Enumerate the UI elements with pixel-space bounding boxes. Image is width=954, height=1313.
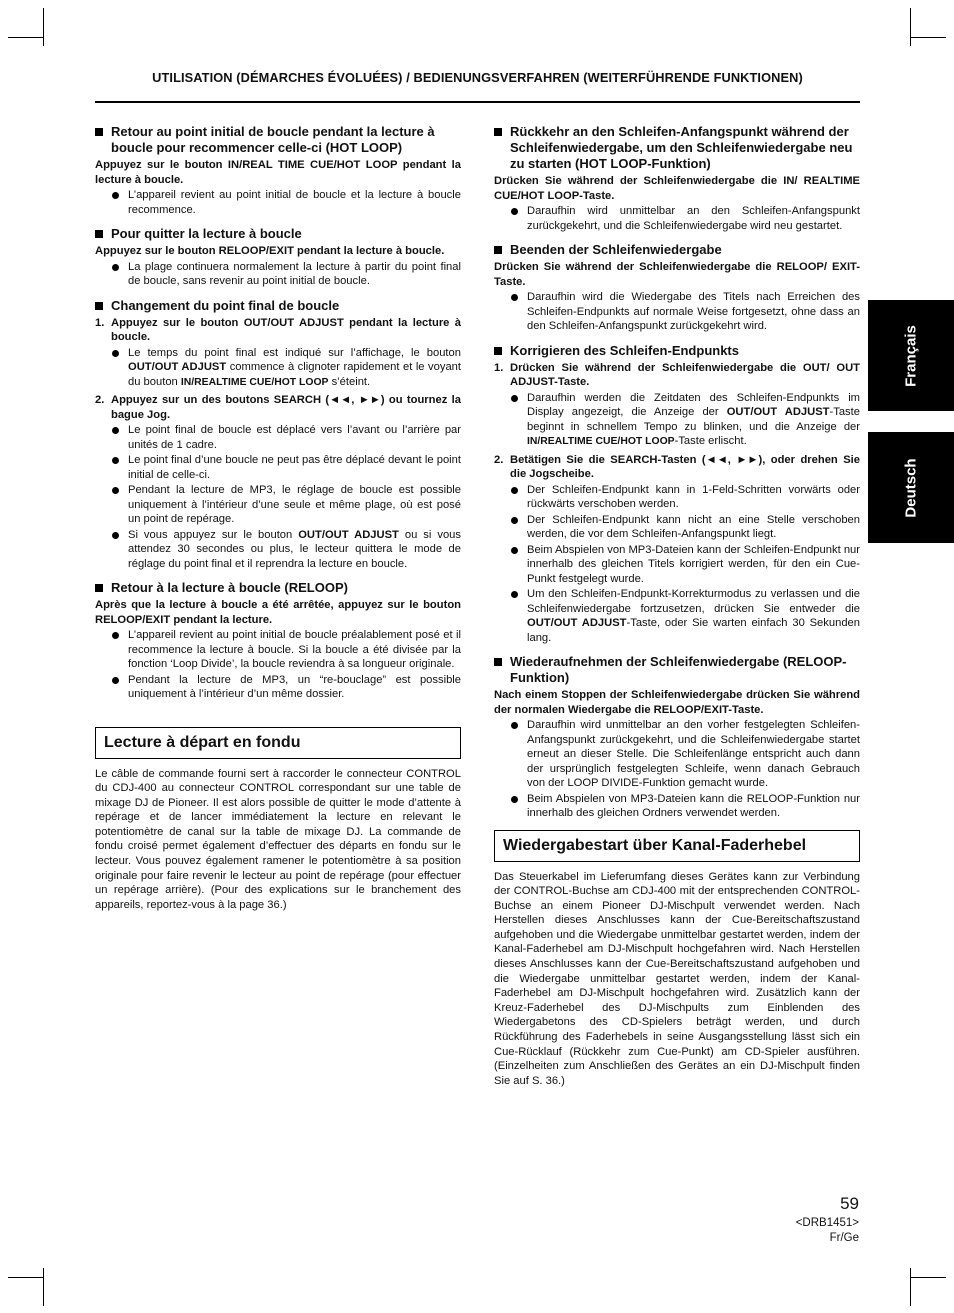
list-item: Daraufhin wird die Wiedergabe des Titels nach Erreichen des Schleifen-Endpunkts auf normale Weise fortgesetzt, ohne dass an den Schleifen-Anfangspunkt zurückgekehrt wird. [494, 290, 860, 334]
bullet-icon [511, 796, 518, 803]
page-header: UTILISATION (DÉMARCHES ÉVOLUÉES) / BEDIENUNGSVERFAHREN (WEITERFÜHRENDE FUNKTIONEN) [152, 70, 803, 85]
bullet-icon [112, 532, 119, 539]
bullet-icon [112, 350, 119, 357]
list-item: Beim Abspielen von MP3-Dateien kann der Schleifen-Endpunkt nur innerhalb des gleichen Titels korrigiert werden, für den ein Cue-Punkt festgelegt wurde. [494, 543, 860, 587]
bullet-icon [511, 208, 518, 215]
section-title: Rückkehr an den Schleifen-Anfangspunkt während der Schleifenwiedergabe, um den Schleifenwiedergabe neu zu starten (HOT LOOP-Funktion) [494, 124, 860, 172]
lang-code: Fr/Ge [829, 1231, 859, 1244]
list-item: Le temps du point final est indiqué sur l’affichage, le bouton OUT/OUT ADJUST commence à clignoter rapidement et le voyant du bouton IN/REALTIME CUE/HOT LOOP s’éteint. [95, 346, 461, 391]
left-column [95, 124, 461, 912]
list-item: L’appareil revient au point initial de boucle et la lecture à boucle recommence. [95, 188, 461, 217]
square-bullet-icon [95, 128, 103, 136]
list-item: Le point final d’une boucle ne peut pas être déplacé devant le point initial de celle-ci. [95, 453, 461, 482]
square-bullet-icon [95, 302, 103, 310]
crop-mark [8, 1277, 44, 1278]
numbered-step: 1. Drücken Sie während der Schleifenwiedergabe die OUT/ OUT ADJUST-Taste. [494, 361, 860, 388]
instruction: Après que la lecture à boucle a été arrêtée, appuyez sur le bouton RELOOP/EXIT pendant la lecture. [95, 599, 461, 626]
section-title: Wiederaufnehmen der Schleifenwiedergabe (RELOOP-Funktion) [494, 654, 860, 686]
crop-mark [910, 8, 911, 46]
header-rule [95, 101, 860, 103]
crop-mark [910, 1268, 911, 1306]
numbered-step: 2. Appuyez sur un des boutons SEARCH (◄◄, ►►) ou tournez la bague Jog. [95, 394, 461, 421]
document-reference [796, 1216, 859, 1245]
bullet-icon [511, 722, 518, 729]
tab-francais-label: Français [902, 324, 920, 387]
crop-mark [910, 1277, 946, 1278]
list-item: Daraufhin werden die Zeitdaten des Schleifen-Endpunkts im Display angezeigt, die Anzeige der OUT/OUT ADJUST-Taste beginnt in schnellem Tempo zu blinken, und die Anzeige der IN/REALTIME CUE/HOT LOOP-Taste erlischt. [494, 391, 860, 450]
list-item: Der Schleifen-Endpunkt kann nicht an eine Stelle verschoben werden, die vor dem Schleifen-Anfangspunkt liegt. [494, 513, 860, 542]
instruction: Nach einem Stoppen der Schleifenwiedergabe drücken Sie während der normalen Wiedergabe die RELOOP/EXIT-Taste. [494, 689, 860, 716]
section-title: Changement du point final de boucle [95, 298, 461, 314]
square-bullet-icon [494, 128, 502, 136]
square-bullet-icon [494, 347, 502, 355]
bullet-icon [112, 264, 119, 271]
bullet-icon [112, 457, 119, 464]
right-column [494, 124, 860, 1088]
list-item: Pendant la lecture de MP3, le réglage de boucle est possible uniquement à l’intérieur d’une seule et même plage, où est posé un point de repérage. [95, 483, 461, 527]
bullet-icon [511, 294, 518, 301]
bullet-icon [511, 517, 518, 524]
square-bullet-icon [494, 246, 502, 254]
section-title: Retour à la lecture à boucle (RELOOP) [95, 580, 461, 596]
bullet-icon [511, 395, 518, 402]
crop-mark [43, 8, 44, 46]
square-bullet-icon [494, 658, 502, 666]
section-title: Retour au point initial de boucle pendant la lecture à boucle pour recommencer celle-ci (HOT LOOP) [95, 124, 461, 156]
paragraph: Das Steuerkabel im Lieferumfang dieses Gerätes kann zur Verbindung der CONTROL-Buchse am CDJ-400 mit der entsprechenden CONTROL-Buchse an einem Pioneer DJ-Mischpult verwendet werden. Nach Herstellen dieses Anschlusses kann der Cue-Bereitschaftszustand aufgehoben und die Wiedergabe unmittelbar gestartet werden, indem der Kanal-Faderhebel am DJ-Mischpult hochgefahren wird. Nach Herstellen dieses Anschlusses kann der Cue-Bereitschaftszustand aufgehoben und die Wiedergabe unmittelbar gestartet werden, indem der Kanal-Faderhebel am DJ-Mischpult hochgefahren wird. Zusätzlich kann der Kreuz-Faderhebel des DJ-Mischpults zum Einblenden des Wiedergabetons des CD-Spielers beträgt werden, und durch Rückführung des Faderhebels in seine Ausgangsstellung lässt sich ein Cue-Rücklauf (Rückkehr zum Cue-Punkt) am CD-Spieler ausführen. (Einzelheiten zum Anschließen des Gerätes an ein DJ-Mischpult finden Sie auf S. 36.) [494, 870, 860, 1087]
section-title: Beenden der Schleifenwiedergabe [494, 242, 860, 258]
bullet-icon [112, 632, 119, 639]
numbered-step: 1. Appuyez sur le bouton OUT/OUT ADJUST pendant la lecture à boucle. [95, 316, 461, 343]
list-item: Der Schleifen-Endpunkt kann in 1-Feld-Schritten vorwärts oder rückwärts verschoben werden. [494, 483, 860, 512]
instruction: Appuyez sur le bouton IN/REAL TIME CUE/HOT LOOP pendant la lecture à boucle. [95, 159, 461, 186]
bullet-icon [511, 591, 518, 598]
doc-code: <DRB1451> [795, 1217, 859, 1229]
bullet-icon [511, 487, 518, 494]
paragraph: Le câble de commande fourni sert à raccorder le connecteur CONTROL du CDJ-400 au connecteur CONTROL correspondant sur une table de mixage DJ de Pioneer. Il est alors possible de quitter le mode d’attente à repérage et de lancer immédiatement la lecture en relevant le potentiomètre de canal sur la table de mixage DJ. La commande de fondu croisé permet également d’effectuer des départs en fondu sur le lecteur. Vous pouvez également ramener le potentiomètre à sa position originale pour faire revenir le lecteur au point de repérage (pour effectuer un repérage arrière). (Pour des explications sur le branchement des appareils, reportez-vous à la page 36.) [95, 767, 461, 911]
list-item: La plage continuera normalement la lecture à partir du point final de boucle, sans revenir au point initial de boucle. [95, 260, 461, 289]
list-item: Le point final de boucle est déplacé vers l’avant ou l’arrière par unités de 1 cadre. [95, 423, 461, 452]
boxed-heading: Lecture à départ en fondu [95, 727, 461, 759]
boxed-heading: Wiedergabestart über Kanal-Faderhebel [494, 830, 860, 862]
section-title: Pour quitter la lecture à boucle [95, 226, 461, 242]
list-item: Beim Abspielen von MP3-Dateien kann die RELOOP-Funktion nur innerhalb des gleichen Ordners verwendet werden. [494, 792, 860, 821]
square-bullet-icon [95, 230, 103, 238]
instruction: Appuyez sur le bouton RELOOP/EXIT pendant la lecture à boucle. [95, 245, 445, 257]
page-number: 59 [840, 1194, 859, 1213]
bullet-icon [112, 427, 119, 434]
bullet-icon [112, 677, 119, 684]
tab-deutsch [868, 432, 954, 543]
list-item: Pendant la lecture de MP3, un “re-bouclage” est possible uniquement à l’intérieur d’un même dossier. [95, 673, 461, 702]
numbered-step: 2. Betätigen Sie die SEARCH-Tasten (◄◄, ►►), oder drehen Sie die Jogscheibe. [494, 453, 860, 480]
crop-mark [43, 1268, 44, 1306]
square-bullet-icon [95, 584, 103, 592]
list-item: Si vous appuyez sur le bouton OUT/OUT ADJUST ou si vous attendez 30 secondes ou plus, le lecteur quittera le mode de réglage du point final et il reprendra la lecture en boucle. [95, 528, 461, 572]
bullet-icon [511, 547, 518, 554]
bullet-icon [112, 192, 119, 199]
tab-francais [868, 300, 954, 411]
instruction: Drücken Sie während der Schleifenwiedergabe die IN/ REALTIME CUE/HOT LOOP-Taste. [494, 175, 860, 202]
bullet-icon [112, 487, 119, 494]
section-title: Korrigieren des Schleifen-Endpunkts [494, 343, 860, 359]
crop-mark [910, 37, 946, 38]
crop-mark [8, 37, 44, 38]
list-item: Um den Schleifen-Endpunkt-Korrekturmodus zu verlassen und die Schleifenwiedergabe fortzusetzen, drücken Sie entweder die OUT/OUT ADJUST-Taste, oder Sie warten einfach 30 Sekunden lang. [494, 587, 860, 645]
tab-deutsch-label: Deutsch [902, 457, 920, 518]
list-item: Daraufhin wird unmittelbar an den Schleifen-Anfangspunkt zurückgekehrt, und die Schleifenwiedergabe wird neu gestartet. [494, 204, 860, 233]
instruction: Drücken Sie während der Schleifenwiedergabe die RELOOP/ EXIT-Taste. [494, 261, 860, 288]
list-item: L’appareil revient au point initial de boucle préalablement posé et il recommence la lecture à boucle. Si la boucle a été divisée par la fonction ‘Loop Divide’, la boucle reviendra à sa longueur originale. [95, 628, 461, 672]
list-item: Daraufhin wird unmittelbar an den vorher festgelegten Schleifen-Anfangspunkt zurückgekehrt, und die Schleifenwiedergabe startet erneut an dieser Stelle. Die Schleifenlänge entspricht auch dann der ursprünglich festgelegten Schleife, wenn danach Gebrauch von der LOOP DIVIDE-Funktion gemacht wurde. [494, 718, 860, 791]
